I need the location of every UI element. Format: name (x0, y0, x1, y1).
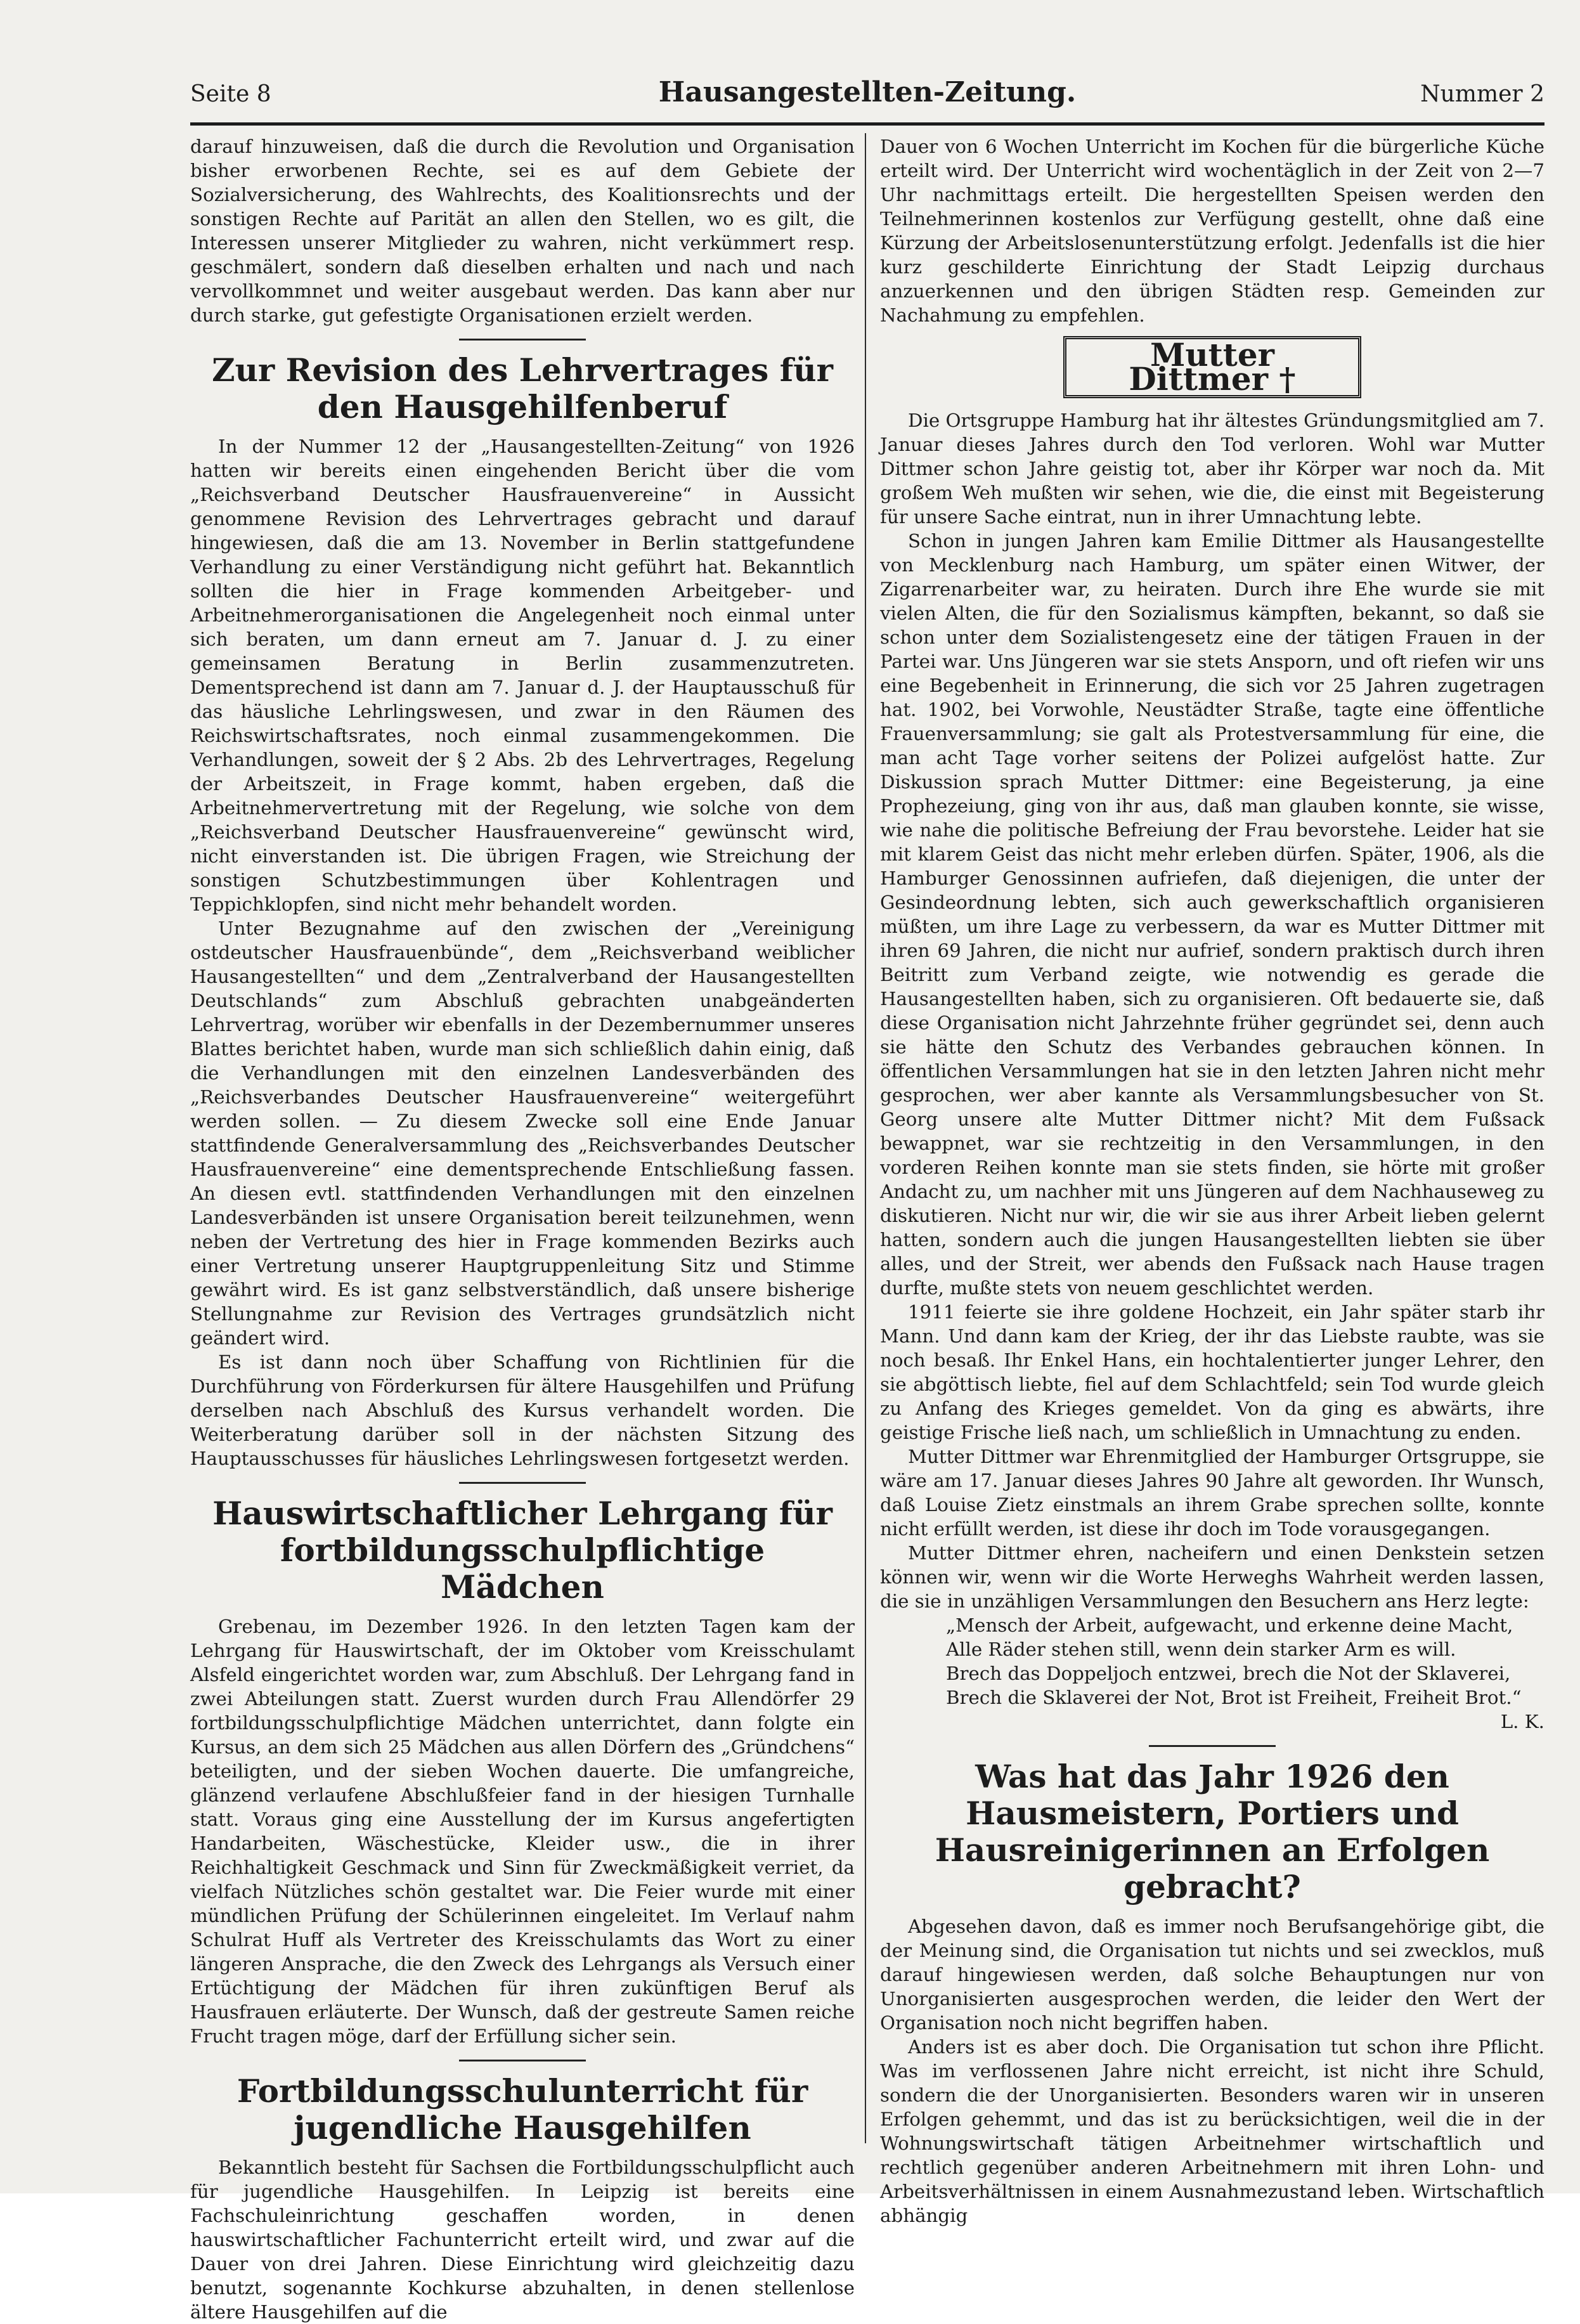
obituary-title-box: Mutter Dittmer † (1063, 336, 1361, 398)
verse-line: Brech das Doppeljoch entzwei, brech die Not der Sklaverei, (946, 1663, 1511, 1684)
page-number: Seite 8 (190, 81, 271, 107)
newspaper-title: Hausangestellten-Zeitung. (658, 76, 1077, 108)
article-paragraph: Es ist dann noch über Schaffung von Richtlinien für die Durchführung von Förderkursen für ältere Hausgehilfen und Prüfung derselben nach Abschluß des Kursus verhandelt worden. Die Weiterberatung darüber soll in der nächsten Sitzung des Hauptausschusses für häusliches Lehrlingswesen fortgesetzt werden. (190, 1351, 855, 1469)
verse-line: Alle Räder stehen still, wenn dein starker Arm es will. (946, 1639, 1456, 1660)
article-paragraph: In der Nummer 12 der „Hausangestellten-Zeitung“ von 1926 hatten wir bereits einen eingehenden Bericht über die vom „Reichsverband Deutscher Hausfrauenvereine“ in Aussicht genommene Revision des Lehrvertrages gebracht und darauf hingewiesen, daß die am 13. November in Berlin stattgefundene Verhandlung zu einer Verständigung nicht geführt hat. Bekanntlich sollten die hier in Frage kommenden Arbeitgeber- und Arbeitnehmerorganisationen die Angelegenheit noch einmal unter sich beraten, um dann erneut am 7. Januar d. J. zu einer gemeinsamen Beratung in Berlin zusammenzutreten. Dementsprechend ist dann am 7. Januar d. J. der Hauptausschuß für das häusliche Lehrlingswesen, und zwar in den Räumen des Reichswirtschaftsrates, noch einmal zusammengekommen. Die Verhandlungen, soweit der § 2 Abs. 2b des Lehrvertrages, Regelung der Arbeitszeit, in Frage kommt, haben ergeben, daß die Arbeitnehmervertretung mit der Regelung, wie solche von dem „Reichsverband Deutscher Hausfrauenvereine“ gewünscht wird, nicht einverstanden ist. Die übrigen Fragen, wie Streichung der sonstigen Schutzbestimmungen über Kohlentragen und Teppichklopfen, sind nicht mehr behandelt worden. (190, 436, 855, 915)
section-rule (1149, 1745, 1276, 1747)
article-paragraph: Unter Bezugnahme auf den zwischen der „Vereinigung ostdeutscher Hausfrauenbünde“, dem „Reichsverband weiblicher Hausangestellten“ und dem „Zentralverband der Hausangestellten Deutschlands“ zum Abschluß gebrachten unabgeänderten Lehrvertrag, worüber wir ebenfalls in der Dezembernummer unseres Blattes berichtet haben, wurde man sich schließlich dahin einig, daß die Verhandlungen mit den einzelnen Landesverbänden des „Reichsverbandes Deutscher Hausfrauenvereine“ weitergeführt werden sollen. — Zu diesem Zwecke soll eine Ende Januar stattfindende Generalversammlung des „Reichsverbandes Deutscher Hausfrauenvereine“ eine dementsprechende Entschließung fassen. An diesen evtl. stattfindenden Verhandlungen mit den einzelnen Landesverbänden ist unsere Organisation bereit teilzunehmen, wenn neben der Vertretung des hier in Frage kommenden Bezirks auch einer Vertretung unserer Hauptgruppenleitung Sitz und Stimme gewährt wird. Es ist ganz selbstverständlich, daß unsere bisherige Stellungnahme zur Revision des Vertrages grundsätzlich nicht geändert wird. (190, 918, 855, 1349)
section-rule (459, 2060, 586, 2061)
page-header (190, 76, 1544, 126)
article-paragraph: Bekanntlich besteht für Sachsen die Fortbildungsschulpflicht auch für jugendliche Hausgehilfen. In Leipzig ist bereits eine Fachschuleinrichtung geschaffen worden, in denen hauswirtschaftlicher Fachunterricht erteilt wird, und zwar auf die Dauer von drei Jahren. Diese Einrichtung wird gleichzeitig dazu benutzt, sogenannte Kochkurse abzuhalten, in denen stellenlose ältere Hausgehilfen auf die (190, 2157, 855, 2323)
article-paragraph: Mutter Dittmer ehren, nacheifern und einen Denkstein setzen können wir, wenn wir die Worte Herweghs Wahrheit werden lassen, die sie in unzähligen Versammlungen den Besuchern ans Herz legte: (880, 1542, 1544, 1612)
article-title-lehrvertrag: Zur Revision des Lehrvertrages für den Hausgehilfenberuf (212, 351, 833, 425)
section-rule (459, 1482, 586, 1484)
intro-paragraph: darauf hinzuweisen, daß die durch die Revolution und Organisation bisher erworbenen Rechte, sei es auf dem Gebiete der Sozialversicherung, des Wahlrechts, des Koalitionsrechts und der sonstigen Rechte auf Parität an allen den Stellen, wo es gilt, die Interessen unserer Mitglieder zu wahren, nicht verkümmert resp. geschmälert, sondern daß dieselben erhalten und nach und nach vervollkommnet und weiter ausgebaut werden. Das kann aber nur durch starke, gut gefestigte Organisationen erzielt werden. (190, 136, 855, 326)
issue-number: Nummer 2 (1420, 81, 1544, 107)
article-title-lehrgang: Hauswirtschaftlicher Lehrgang für fortbildungsschulpflichtige Mädchen (212, 1495, 832, 1606)
right-column (880, 134, 1544, 2226)
article-paragraph: Mutter Dittmer war Ehrenmitglied der Hamburger Ortsgruppe, sie wäre am 17. Januar dieses Jahres 90 Jahre alt geworden. Ihr Wunsch, daß Louise Zietz einstmals an ihrem Grabe sprechen sollte, konnte nicht erfüllt werden, ist diese ihr doch im Tode vorausgegangen. (880, 1446, 1544, 1540)
column-divider (865, 133, 866, 2143)
left-column (190, 134, 855, 2323)
article-paragraph: Die Ortsgruppe Hamburg hat ihr ältestes Gründungsmitglied am 7. Januar dieses Jahres durch den Tod verloren. Wohl war Mutter Dittmer schon Jahre geistig tot, aber ihr Körper war noch da. Mit großem Weh mußten wir sehen, wie die, die einst mit Begeisterung für unsere Sache eintrat, nun in ihrer Umnachtung lebte. (880, 410, 1544, 528)
article-paragraph: Anders ist es aber doch. Die Organisation tut schon ihre Pflicht. Was im verflossenen Jahre nicht erreicht, ist nicht ihre Schuld, sondern die der Unorganisierten. Besonders waren wir in unseren Erfolgen gehemmt, und das ist zu berücksichtigen, weil die in der Wohnungswirtschaft tätigen Arbeitnehmer wirtschaftlich und rechtlich gegenüber anderen Arbeitnehmern mit ihren Lohn- und Arbeitsverhältnissen in einem Ausnahmezustand leben. Wirtschaftlich abhängig (880, 2036, 1544, 2226)
continuation-paragraph: Dauer von 6 Wochen Unterricht im Kochen für die bürgerliche Küche erteilt wird. Der Unterricht wird wochentäglich in der Zeit von 2—7 Uhr nachmittags erteilt. Die hergestellten Speisen werden den Teilnehmerinnen kostenlos zur Verfügung gestellt, ohne daß eine Kürzung der Arbeitslosenunterstützung erfolgt. Jedenfalls ist die hier kurz geschilderte Einrichtung der Stadt Leipzig durchaus anzuerkennen und den übrigen Städten resp. Gemeinden zur Nachahmung zu empfehlen. (880, 136, 1544, 326)
verse-line: Brech die Sklaverei der Not, Brot ist Freiheit, Freiheit Brot.“ (946, 1687, 1522, 1708)
article-title-fortbildung: Fortbildungsschulunterricht für jugendliche Hausgehilfen (236, 2072, 808, 2146)
section-rule (459, 339, 586, 341)
article-paragraph: 1911 feierte sie ihre goldene Hochzeit, ein Jahr später starb ihr Mann. Und dann kam der Krieg, der ihr das Liebste raubte, was sie noch besaß. Ihr Enkel Hans, ein hochtalentierter junger Lehrer, den sie abgöttisch liebte, fiel auf dem Schlachtfeld; sein Tod wurde gleich zu Anfang des Krieges gemeldet. Von da ging es abwärts, ihre geistige Frische ließ nach, um schließlich in Umnachtung zu enden. (880, 1301, 1544, 1443)
author-signature: L. K. (1500, 1711, 1544, 1732)
article-paragraph: Schon in jungen Jahren kam Emilie Dittmer als Hausangestellte von Mecklenburg nach Hamburg, um später einen Witwer, der Zigarrenarbeiter war, zu heiraten. Durch ihre Ehe wurde sie mit vielen Alten, die für den Sozialismus kämpften, bekannt, so daß sie schon unter dem Sozialistengesetz eine der tätigen Frauen in der Partei war. Uns Jüngeren war sie stets Ansporn, und oft riefen wir uns eine Begebenheit in Erinnerung, die sich vor 25 Jahren zugetragen hat. 1902, bei Vorwohle, Neustädter Straße, tagte eine öffentliche Frauenversammlung; sie galt als Protestversammlung für eine, die man acht Tage vorher seitens der Polizei aufgelöst hatte. Zur Diskussion sprach Mutter Dittmer: eine Begeisterung, ja eine Prophezeiung, ging von ihr aus, daß man glauben konnte, sie wisse, wie nahe die politische Befreiung der Frau bevorstehe. Leider hat sie mit klarem Geist das nicht mehr erleben dürfen. Später, 1906, als die Hamburger Genossinnen aufriefen, daß diejenigen, die unter der Gesindeordnung lebten, sich auch gewerkschaftlich organisieren müßten, um ihre Lage zu verbessern, da war es Mutter Dittmer mit ihren 69 Jahren, die nicht nur aufrief, sondern praktisch durch ihren Beitritt zum Verband zeigte, wie notwendig es gerade die Hausangestellten haben, sich zu organisieren. Oft bedauerte sie, daß diese Organisation nicht Jahrzehnte früher gegründet sei, denn auch sie hätte den Schutz des Verbandes gebrauchen können. In öffentlichen Versammlungen hat sie in den letzten Jahren nicht mehr gesprochen, wer aber kannte als Versammlungsbesucher von St. Georg unsere alte Mutter Dittmer nicht? Mit dem Fußsack bewappnet, war sie rechtzeitig in den Versammlungen, in den vorderen Reihen konnte man sie stets finden, sie hörte mit großer Andacht zu, um nachher mit uns Jüngeren auf dem Nachhauseweg zu diskutieren. Nicht nur wir, die wir sie aus ihrer Arbeit lieben gelernt hatten, sondern auch die jungen Hausangestellten liebten sie über alles, und der Streit, wer abends den Fußsack nach Hause tragen durfte, mußte stets von neuem geschlichtet werden. (880, 530, 1544, 1299)
article-paragraph: Abgesehen davon, daß es immer noch Berufsangehörige gibt, die der Meinung sind, die Organisation tut nichts und sei zwecklos, muß darauf hingewiesen werden, daß solche Behauptungen nur von Unorganisierten ausgesprochen werden, die leider den Wert der Organisation noch nicht begriffen haben. (880, 1916, 1544, 2034)
article-paragraph: Grebenau, im Dezember 1926. In den letzten Tagen kam der Lehrgang für Hauswirtschaft, der im Oktober vom Kreisschulamt Alsfeld eingerichtet worden war, zum Abschluß. Der Lehrgang fand in zwei Abteilungen statt. Zuerst wurden durch Frau Allendörfer 29 fortbildungsschulpflichtige Mädchen unterrichtet, dann folgte ein Kursus, an dem sich 25 Mädchen aus allen Dörfern des „Gründchens“ beteiligten, und der sieben Wochen dauerte. Die umfangreiche, glänzend verlaufene Abschlußfeier fand in der hiesigen Turnhalle statt. Voraus ging eine Ausstellung der im Kursus angefertigten Handarbeiten, Wäschestücke, Kleider usw., die in ihrer Reichhaltigkeit Geschmack und Sinn für Zweckmäßigkeit verriet, da vielfach Nützliches schön gestaltet war. Die Feier wurde mit einer mündlichen Prüfung der Schülerinnen eingeleitet. Im Verlauf nahm Schulrat Huff als Vertreter des Kreisschulamts das Wort zu einer längeren Ansprache, die den Zweck des Lehrgangs als Versuch einer Ertüchtigung der Mädchen für ihren zukünftigen Beruf als Hausfrauen erläuterte. Der Wunsch, daß der gestreute Samen reiche Frucht tragen möge, darf der Erfüllung sicher sein. (190, 1616, 855, 2047)
verse-line: „Mensch der Arbeit, aufgewacht, und erkenne deine Macht, (946, 1614, 1513, 1636)
article-title-hausmeister: Was hat das Jahr 1926 den Hausmeistern, Portiers und Hausreinigerinnen an Erfolgen gebracht? (935, 1758, 1490, 1905)
